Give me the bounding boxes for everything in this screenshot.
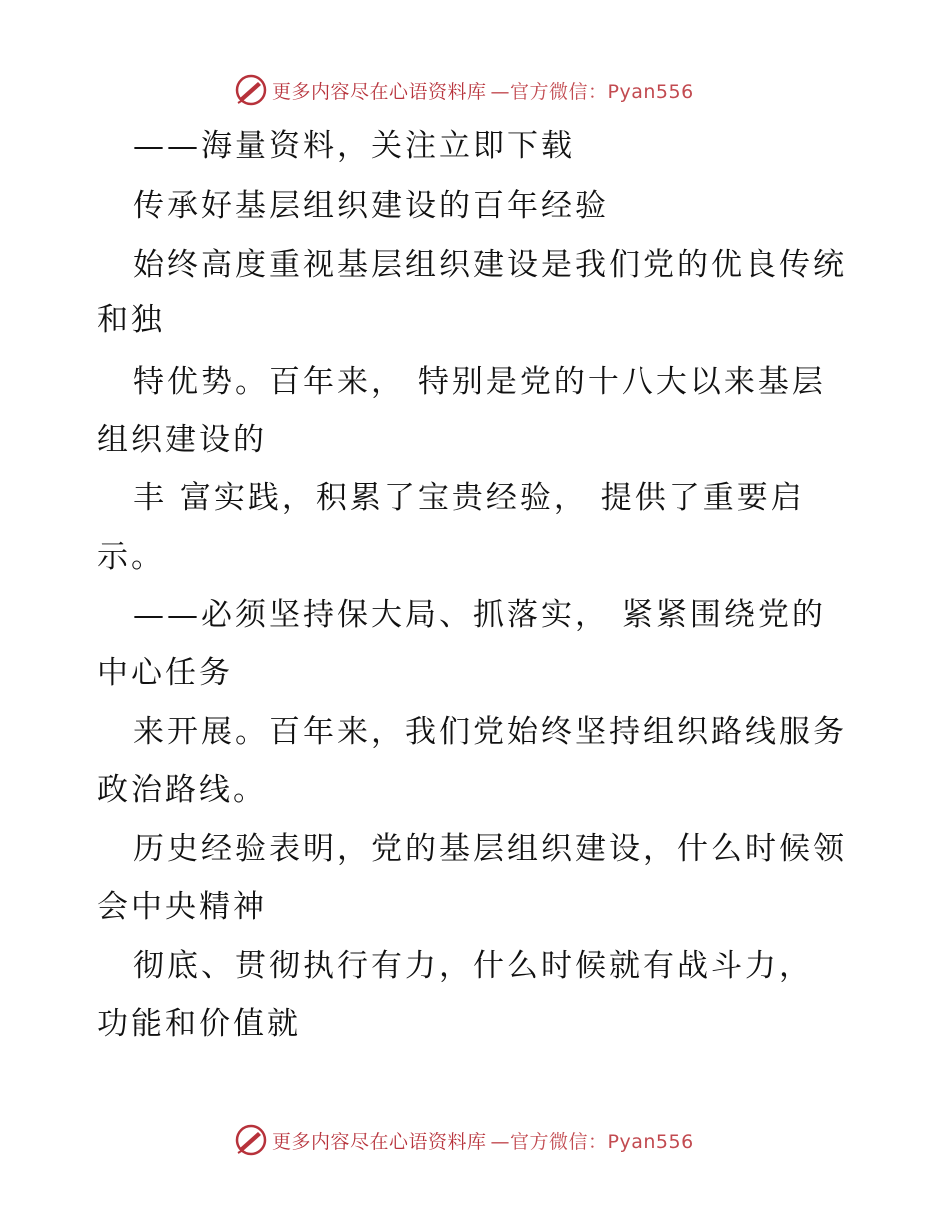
text-line-6: 组织建设的 [97,422,267,458]
header-banner [234,70,694,110]
text-line-14: 会中央精神 [97,889,267,925]
text-line-4: 和独 [97,302,165,338]
text-line-1: ——海量资料，关注立即下载 [133,128,575,164]
pen-seal-logo-icon [234,1123,268,1157]
header-banner-text: 更多内容尽在心语资料库 [272,80,487,103]
text-line-9: ——必须坚持保大局、抓落实， 紧紧围绕党的 [133,597,826,633]
text-line-10: 中心任务 [97,655,233,691]
text-line-7: 丰 富实践，积累了宝贵经验， 提供了重要启 [133,480,805,516]
text-line-3: 始终高度重视基层组织建设是我们党的优良传统 [133,247,847,283]
text-line-15: 彻底、贯彻执行有力，什么时候就有战斗力， [133,948,813,984]
header-wechat-text: —官方微信：Pyan556 [490,80,694,103]
text-line-2: 传承好基层组织建设的百年经验 [133,188,609,224]
text-line-8: 示。 [97,539,165,575]
text-line-16: 功能和价值就 [97,1006,301,1042]
text-line-5: 特优势。百年来， 特别是党的十八大以来基层 [133,364,826,400]
footer-banner [234,1120,694,1160]
footer-wechat-text: —官方微信：Pyan556 [490,1130,694,1153]
pen-seal-logo-icon [234,73,268,107]
text-line-12: 政治路线。 [97,772,267,808]
footer-banner-text: 更多内容尽在心语资料库 [272,1130,487,1153]
text-line-13: 历史经验表明，党的基层组织建设，什么时候领 [133,831,847,867]
text-line-11: 来开展。百年来，我们党始终坚持组织路线服务 [133,714,847,750]
